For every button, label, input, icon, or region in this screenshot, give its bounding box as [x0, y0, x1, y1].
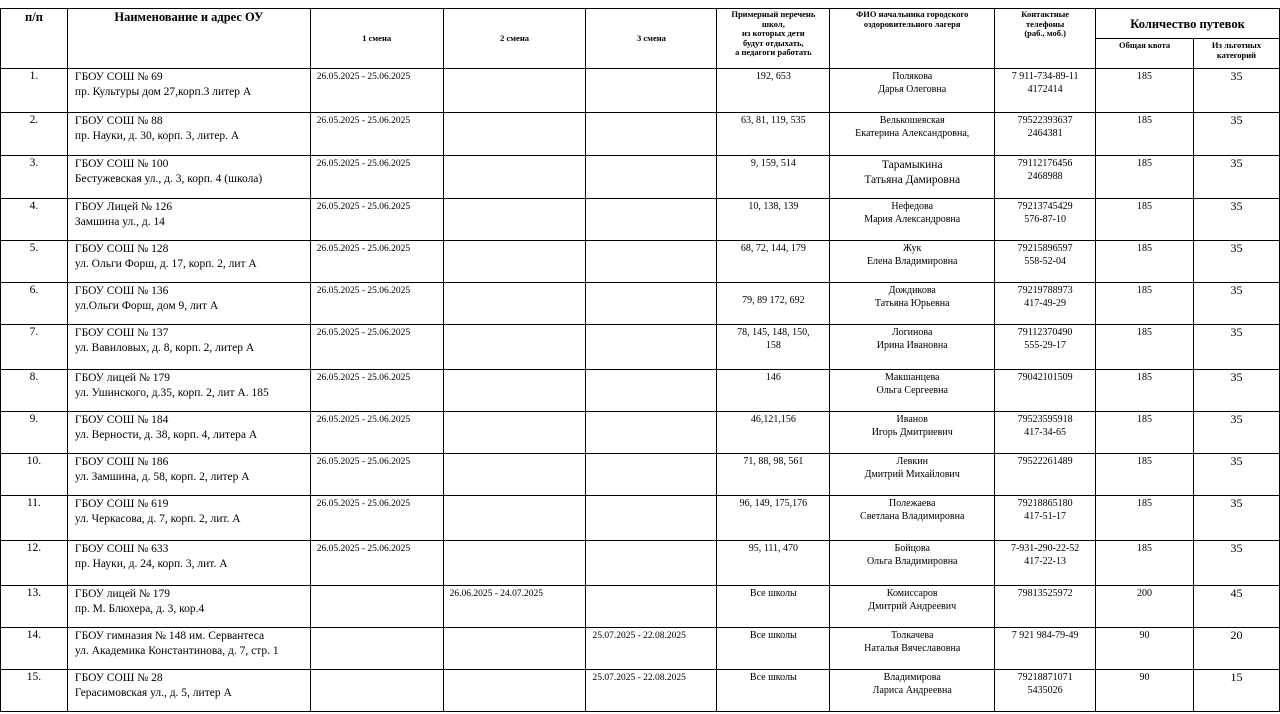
phones-cell: 79813525972 — [995, 586, 1096, 628]
total-quota-cell: 185 — [1096, 541, 1194, 586]
shift3-cell — [586, 113, 717, 156]
shift2-cell — [443, 283, 586, 325]
shift3-cell — [586, 541, 717, 586]
school-address: пр. Культуры дом 27,корп.3 литер А — [74, 86, 252, 98]
row-number: 4. — [1, 199, 68, 241]
total-quota-cell: 185 — [1096, 241, 1194, 283]
shift1-cell — [310, 628, 443, 670]
total-quota-cell: 185 — [1096, 325, 1194, 370]
head-cell: Комиссаров Дмитрий Андреевич — [830, 586, 995, 628]
shift2-cell — [443, 541, 586, 586]
row-number: 11. — [1, 496, 68, 541]
school-cell — [67, 628, 310, 670]
preferential-cell: 45 — [1194, 586, 1280, 628]
shift1-cell: 26.05.2025 - 25.06.2025 — [310, 113, 443, 156]
head-cell: Толкачева Наталья Вячеславовна — [830, 628, 995, 670]
shift2-cell — [443, 325, 586, 370]
school-cell — [67, 412, 310, 454]
total-quota-cell: 185 — [1096, 69, 1194, 113]
shift3-cell — [586, 156, 717, 199]
schools-cell: Все школы — [717, 628, 830, 670]
preferential-cell: 20 — [1194, 628, 1280, 670]
shift3-cell — [586, 283, 717, 325]
row-number: 2. — [1, 113, 68, 156]
shift2-cell — [443, 241, 586, 283]
head-cell: Логинова Ирина Ивановна — [830, 325, 995, 370]
shift2-cell — [443, 156, 586, 199]
school-cell — [67, 156, 310, 199]
shift3-cell: 25.07.2025 - 22.08.2025 — [586, 670, 717, 712]
school-cell — [67, 496, 310, 541]
school-cell — [67, 370, 310, 412]
school-address: пр. Науки, д. 24, корп. 3, лит. А — [74, 558, 228, 570]
row-number: 15. — [1, 670, 68, 712]
total-quota-cell: 185 — [1096, 199, 1194, 241]
shift2-cell — [443, 412, 586, 454]
schools-cell: 46,121,156 — [717, 412, 830, 454]
shift3-cell — [586, 370, 717, 412]
schools-cell: Все школы — [717, 586, 830, 628]
phones-cell: 7-931-290-22-52 417-22-13 — [995, 541, 1096, 586]
school-name: ГБОУ СОШ № 88 — [74, 115, 163, 127]
school-name: ГБОУ СОШ № 69 — [74, 71, 163, 83]
shift1-cell: 26.05.2025 - 25.06.2025 — [310, 370, 443, 412]
total-quota-cell: 185 — [1096, 370, 1194, 412]
row-number: 9. — [1, 412, 68, 454]
shift1-cell: 26.05.2025 - 25.06.2025 — [310, 412, 443, 454]
school-address: ул. Ушинского, д.35, корп. 2, лит А. 185 — [74, 387, 269, 399]
schools-cell: 78, 145, 148, 150, 158 — [717, 325, 830, 370]
row-number: 10. — [1, 454, 68, 496]
shift1-cell: 26.05.2025 - 25.06.2025 — [310, 325, 443, 370]
total-quota-cell: 90 — [1096, 628, 1194, 670]
school-name: ГБОУ СОШ № 186 — [74, 456, 169, 468]
phones-cell: 79215896597 558-52-04 — [995, 241, 1096, 283]
shift2-cell — [443, 370, 586, 412]
schools-cell: 9, 159, 514 — [717, 156, 830, 199]
shift1-cell: 26.05.2025 - 25.06.2025 — [310, 69, 443, 113]
shift3-cell — [586, 496, 717, 541]
school-address: ул.Ольги Форш, дом 9, лит А — [74, 300, 219, 312]
row-number: 3. — [1, 156, 68, 199]
col-phones-header: Контактные телефоны (раб., моб.) — [995, 9, 1096, 69]
head-cell: Жук Елена Владимировна — [830, 241, 995, 283]
school-name: ГБОУ лицей № 179 — [74, 372, 171, 384]
row-number: 12. — [1, 541, 68, 586]
schools-cell: 68, 72, 144, 179 — [717, 241, 830, 283]
head-cell: Тарамыкина Татьяна Дамировна — [830, 156, 995, 199]
head-cell: Бойцова Ольга Владимировна — [830, 541, 995, 586]
head-cell: Дождикова Татьяна Юрьевна — [830, 283, 995, 325]
school-name: ГБОУ СОШ № 128 — [74, 243, 169, 255]
schools-cell: 71, 88, 98, 561 — [717, 454, 830, 496]
phones-cell: 79218871071 5435026 — [995, 670, 1096, 712]
school-cell — [67, 670, 310, 712]
shift1-cell: 26.05.2025 - 25.06.2025 — [310, 241, 443, 283]
total-quota-cell: 185 — [1096, 283, 1194, 325]
preferential-cell: 35 — [1194, 370, 1280, 412]
shift3-cell — [586, 412, 717, 454]
shift2-cell — [443, 670, 586, 712]
school-cell — [67, 283, 310, 325]
school-cell — [67, 586, 310, 628]
col-vouchers-header: Количество путевок — [1096, 9, 1280, 39]
total-quota-cell: 185 — [1096, 113, 1194, 156]
row-number: 5. — [1, 241, 68, 283]
school-name: ГБОУ СОШ № 28 — [74, 672, 163, 684]
school-name: ГБОУ гимназия № 148 им. Сервантеса — [74, 630, 265, 642]
preferential-cell: 35 — [1194, 69, 1280, 113]
school-name: ГБОУ СОШ № 633 — [74, 543, 169, 555]
phones-cell: 79213745429 576-87-10 — [995, 199, 1096, 241]
head-cell: Левкин Дмитрий Михайлович — [830, 454, 995, 496]
school-name: ГБОУ Лицей № 126 — [74, 201, 173, 213]
preferential-cell: 35 — [1194, 496, 1280, 541]
preferential-cell: 35 — [1194, 241, 1280, 283]
schools-cell: 96, 149, 175,176 — [717, 496, 830, 541]
phones-cell: 79522261489 — [995, 454, 1096, 496]
total-quota-cell: 185 — [1096, 412, 1194, 454]
school-address: ул. Ольги Форш, д. 17, корп. 2, лит А — [74, 258, 257, 270]
shift3-cell — [586, 325, 717, 370]
table-body — [1, 69, 1280, 712]
school-address: ул. Замшина, д. 58, корп. 2, литер А — [74, 471, 250, 483]
shift2-cell — [443, 454, 586, 496]
shift1-cell: 26.05.2025 - 25.06.2025 — [310, 199, 443, 241]
school-name: ГБОУ СОШ № 136 — [74, 285, 169, 297]
school-address: Герасимовская ул., д. 5, литер А — [74, 687, 232, 699]
col-schools-header: Примерный перечень школ, из которых дети будут отдыхать, а педагоги работать — [717, 9, 830, 69]
shift1-cell — [310, 670, 443, 712]
school-cell — [67, 541, 310, 586]
preferential-cell: 35 — [1194, 199, 1280, 241]
schools-cell: 192, 653 — [717, 69, 830, 113]
school-address: ул. Верности, д. 38, корп. 4, литера А — [74, 429, 258, 441]
col-shift2-header: 2 смена — [443, 9, 586, 69]
col-school-header: Наименование и адрес ОУ — [67, 9, 310, 69]
head-cell: Макшанцева Ольга Сергеевна — [830, 370, 995, 412]
total-quota-cell: 200 — [1096, 586, 1194, 628]
phones-cell: 79218865180 417-51-17 — [995, 496, 1096, 541]
school-name: ГБОУ СОШ № 137 — [74, 327, 169, 339]
table-row — [1, 370, 1280, 412]
schools-cell: 63, 81, 119, 535 — [717, 113, 830, 156]
table-row — [1, 69, 1280, 113]
shift3-cell — [586, 199, 717, 241]
total-quota-cell: 185 — [1096, 156, 1194, 199]
phones-cell: 79522393637 2464381 — [995, 113, 1096, 156]
phones-cell: 79523595918 417-34-65 — [995, 412, 1096, 454]
row-number: 8. — [1, 370, 68, 412]
head-cell: Полежаева Светлана Владимировна — [830, 496, 995, 541]
shift1-cell: 26.05.2025 - 25.06.2025 — [310, 496, 443, 541]
school-address: ул. Вавиловых, д. 8, корп. 2, литер А — [74, 342, 255, 354]
total-quota-cell: 185 — [1096, 454, 1194, 496]
table-row — [1, 628, 1280, 670]
preferential-cell: 35 — [1194, 325, 1280, 370]
table-row — [1, 496, 1280, 541]
shift3-cell: 25.07.2025 - 22.08.2025 — [586, 628, 717, 670]
table-row — [1, 113, 1280, 156]
phones-cell: 79219788973 417-49-29 — [995, 283, 1096, 325]
schools-cell: 95, 111, 470 — [717, 541, 830, 586]
shift2-cell — [443, 199, 586, 241]
table-row — [1, 199, 1280, 241]
shift2-cell — [443, 628, 586, 670]
col-shift3-header: 3 смена — [586, 9, 717, 69]
school-address: пр. Науки, д. 30, корп. 3, литер. А — [74, 130, 240, 142]
shift1-cell: 26.05.2025 - 25.06.2025 — [310, 283, 443, 325]
schools-cell: Все школы — [717, 670, 830, 712]
row-number: 6. — [1, 283, 68, 325]
preferential-cell: 35 — [1194, 283, 1280, 325]
shift2-cell — [443, 113, 586, 156]
school-address: пр. М. Блюхера, д. 3, кор.4 — [74, 603, 205, 615]
phones-cell: 79112176456 2468988 — [995, 156, 1096, 199]
preferential-cell: 35 — [1194, 454, 1280, 496]
head-cell: Нефедова Мария Александровна — [830, 199, 995, 241]
preferential-cell: 15 — [1194, 670, 1280, 712]
table-row — [1, 325, 1280, 370]
shift1-cell: 26.05.2025 - 25.06.2025 — [310, 541, 443, 586]
preferential-cell: 35 — [1194, 113, 1280, 156]
shift3-cell — [586, 241, 717, 283]
table-row — [1, 454, 1280, 496]
school-address: ул. Черкасова, д. 7, корп. 2, лит. А — [74, 513, 241, 525]
row-number: 1. — [1, 69, 68, 113]
school-address: ул. Академика Константинова, д. 7, стр. 1 — [74, 645, 279, 657]
head-cell: Иванов Игорь Дмитриевич — [830, 412, 995, 454]
shift3-cell — [586, 69, 717, 113]
table-row — [1, 241, 1280, 283]
school-cell — [67, 69, 310, 113]
school-cell — [67, 241, 310, 283]
table-row — [1, 156, 1280, 199]
phones-cell: 79112370490 555-29-17 — [995, 325, 1096, 370]
shift2-cell — [443, 69, 586, 113]
col-total-header: Общая квота — [1096, 39, 1194, 69]
shift1-cell: 26.05.2025 - 25.06.2025 — [310, 156, 443, 199]
schools-cell: 146 — [717, 370, 830, 412]
shift2-cell — [443, 496, 586, 541]
preferential-cell: 35 — [1194, 541, 1280, 586]
row-number: 14. — [1, 628, 68, 670]
head-cell: Велькошевская Екатерина Александровна, — [830, 113, 995, 156]
shift1-cell: 26.05.2025 - 25.06.2025 — [310, 454, 443, 496]
col-head-header: ФИО начальника городского оздоровительного лагеря — [830, 9, 995, 69]
total-quota-cell: 90 — [1096, 670, 1194, 712]
schools-cell: 79, 89 172, 692 — [717, 283, 830, 325]
col-shift1-header: 1 смена — [310, 9, 443, 69]
school-name: ГБОУ лицей № 179 — [74, 588, 171, 600]
school-name: ГБОУ СОШ № 100 — [74, 158, 169, 170]
head-cell: Полякова Дарья Олеговна — [830, 69, 995, 113]
col-num-header: п/п — [1, 9, 68, 69]
schools-cell: 10, 138, 139 — [717, 199, 830, 241]
camps-table — [0, 8, 1280, 712]
school-name: ГБОУ СОШ № 184 — [74, 414, 169, 426]
school-cell — [67, 199, 310, 241]
total-quota-cell: 185 — [1096, 496, 1194, 541]
school-cell — [67, 113, 310, 156]
preferential-cell: 35 — [1194, 156, 1280, 199]
school-address: Бестужевская ул., д. 3, корп. 4 (школа) — [74, 173, 263, 185]
row-number: 7. — [1, 325, 68, 370]
shift3-cell — [586, 454, 717, 496]
phones-cell: 7 921 984-79-49 — [995, 628, 1096, 670]
preferential-cell: 35 — [1194, 412, 1280, 454]
table-row — [1, 670, 1280, 712]
phones-cell: 7 911-734-89-11 4172414 — [995, 69, 1096, 113]
col-pref-header: Из льготных категорий — [1194, 39, 1280, 69]
school-name: ГБОУ СОШ № 619 — [74, 498, 169, 510]
phones-cell: 79042101509 — [995, 370, 1096, 412]
school-cell — [67, 454, 310, 496]
head-cell: Владимирова Лариса Андреевна — [830, 670, 995, 712]
row-number: 13. — [1, 586, 68, 628]
school-address: Замшина ул., д. 14 — [74, 216, 165, 228]
table-row — [1, 586, 1280, 628]
shift2-cell: 26.06.2025 - 24.07.2025 — [443, 586, 586, 628]
table-row — [1, 541, 1280, 586]
table-row — [1, 412, 1280, 454]
school-cell — [67, 325, 310, 370]
shift3-cell — [586, 586, 717, 628]
shift1-cell — [310, 586, 443, 628]
table-row — [1, 283, 1280, 325]
